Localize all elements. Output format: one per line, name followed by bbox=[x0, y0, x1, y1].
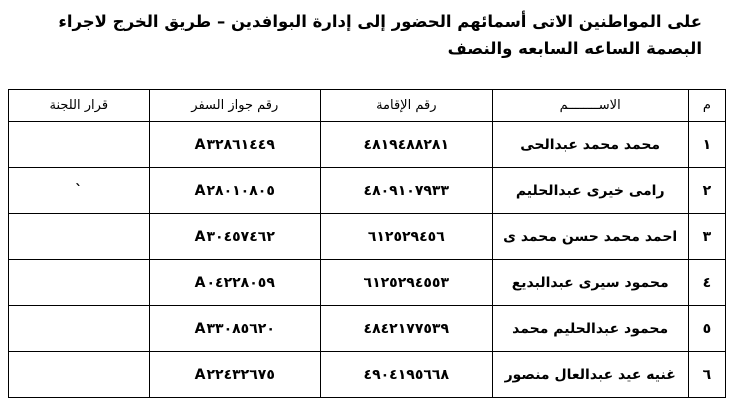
row-passport-number: A٢٨٠١٠٨٠٥ bbox=[149, 168, 321, 214]
row-decision bbox=[9, 214, 150, 260]
header-passport-number: رقم جواز السفر bbox=[149, 90, 321, 122]
row-residence-number: ٤٨٤٢١٧٧٥٣٩ bbox=[321, 306, 493, 352]
row-name: محمود سيرى عبدالبديع bbox=[492, 260, 688, 306]
notice-line-1: على المواطنين الاتى أسمائهم الحضور إلى إدارة البوافدين – طريق الخرج لاجراء bbox=[58, 12, 702, 31]
row-passport-number: A٢٢٤٣٢٦٧٥ bbox=[149, 352, 321, 398]
table-row bbox=[9, 214, 726, 260]
row-residence-number: ٦١٢٥٢٩٤٥٦ bbox=[321, 214, 493, 260]
header-committee-decision: قرار اللجنة bbox=[9, 90, 150, 122]
row-number: ٣ bbox=[688, 214, 725, 260]
row-decision bbox=[9, 260, 150, 306]
row-name: محمد محمد عبدالحى bbox=[492, 122, 688, 168]
row-residence-number: ٤٩٠٤١٩٥٦٦٨ bbox=[321, 352, 493, 398]
row-number: ٦ bbox=[688, 352, 725, 398]
notice-text bbox=[14, 8, 702, 62]
row-passport-number: A٣٣٠٨٥٦٢٠ bbox=[149, 306, 321, 352]
header-residence-number: رقم الإقامة bbox=[321, 90, 493, 122]
table-row bbox=[9, 306, 726, 352]
header-name: الاســــــــم bbox=[492, 90, 688, 122]
row-name: محمود عبدالحليم محمد bbox=[492, 306, 688, 352]
row-passport-number: A٣٠٤٥٧٤٦٢ bbox=[149, 214, 321, 260]
row-passport-number: A٠٤٢٢٨٠٥٩ bbox=[149, 260, 321, 306]
row-decision bbox=[9, 352, 150, 398]
notice-line-2: البصمة الساعه السابعه والنصف bbox=[447, 39, 702, 58]
row-number: ٢ bbox=[688, 168, 725, 214]
table-row bbox=[9, 168, 726, 214]
row-passport-number: A٣٢٨٦١٤٤٩ bbox=[149, 122, 321, 168]
table-row bbox=[9, 260, 726, 306]
row-decision: ` bbox=[9, 168, 150, 214]
row-residence-number: ٦١٢٥٢٩٤٥٥٣ bbox=[321, 260, 493, 306]
table-row bbox=[9, 122, 726, 168]
row-name: رامى خيرى عبدالحليم bbox=[492, 168, 688, 214]
row-number: ١ bbox=[688, 122, 725, 168]
row-name: غنيه عيد عبدالعال منصور bbox=[492, 352, 688, 398]
attendees-table bbox=[8, 89, 726, 398]
table-row bbox=[9, 352, 726, 398]
header-number: م bbox=[688, 90, 725, 122]
row-name: احمد محمد حسن محمد ى bbox=[492, 214, 688, 260]
table-header-row bbox=[9, 90, 726, 122]
row-number: ٥ bbox=[688, 306, 725, 352]
row-decision bbox=[9, 122, 150, 168]
row-number: ٤ bbox=[688, 260, 725, 306]
row-decision bbox=[9, 306, 150, 352]
row-residence-number: ٤٨١٩٤٨٨٢٨١ bbox=[321, 122, 493, 168]
row-residence-number: ٤٨٠٩١٠٧٩٣٣ bbox=[321, 168, 493, 214]
